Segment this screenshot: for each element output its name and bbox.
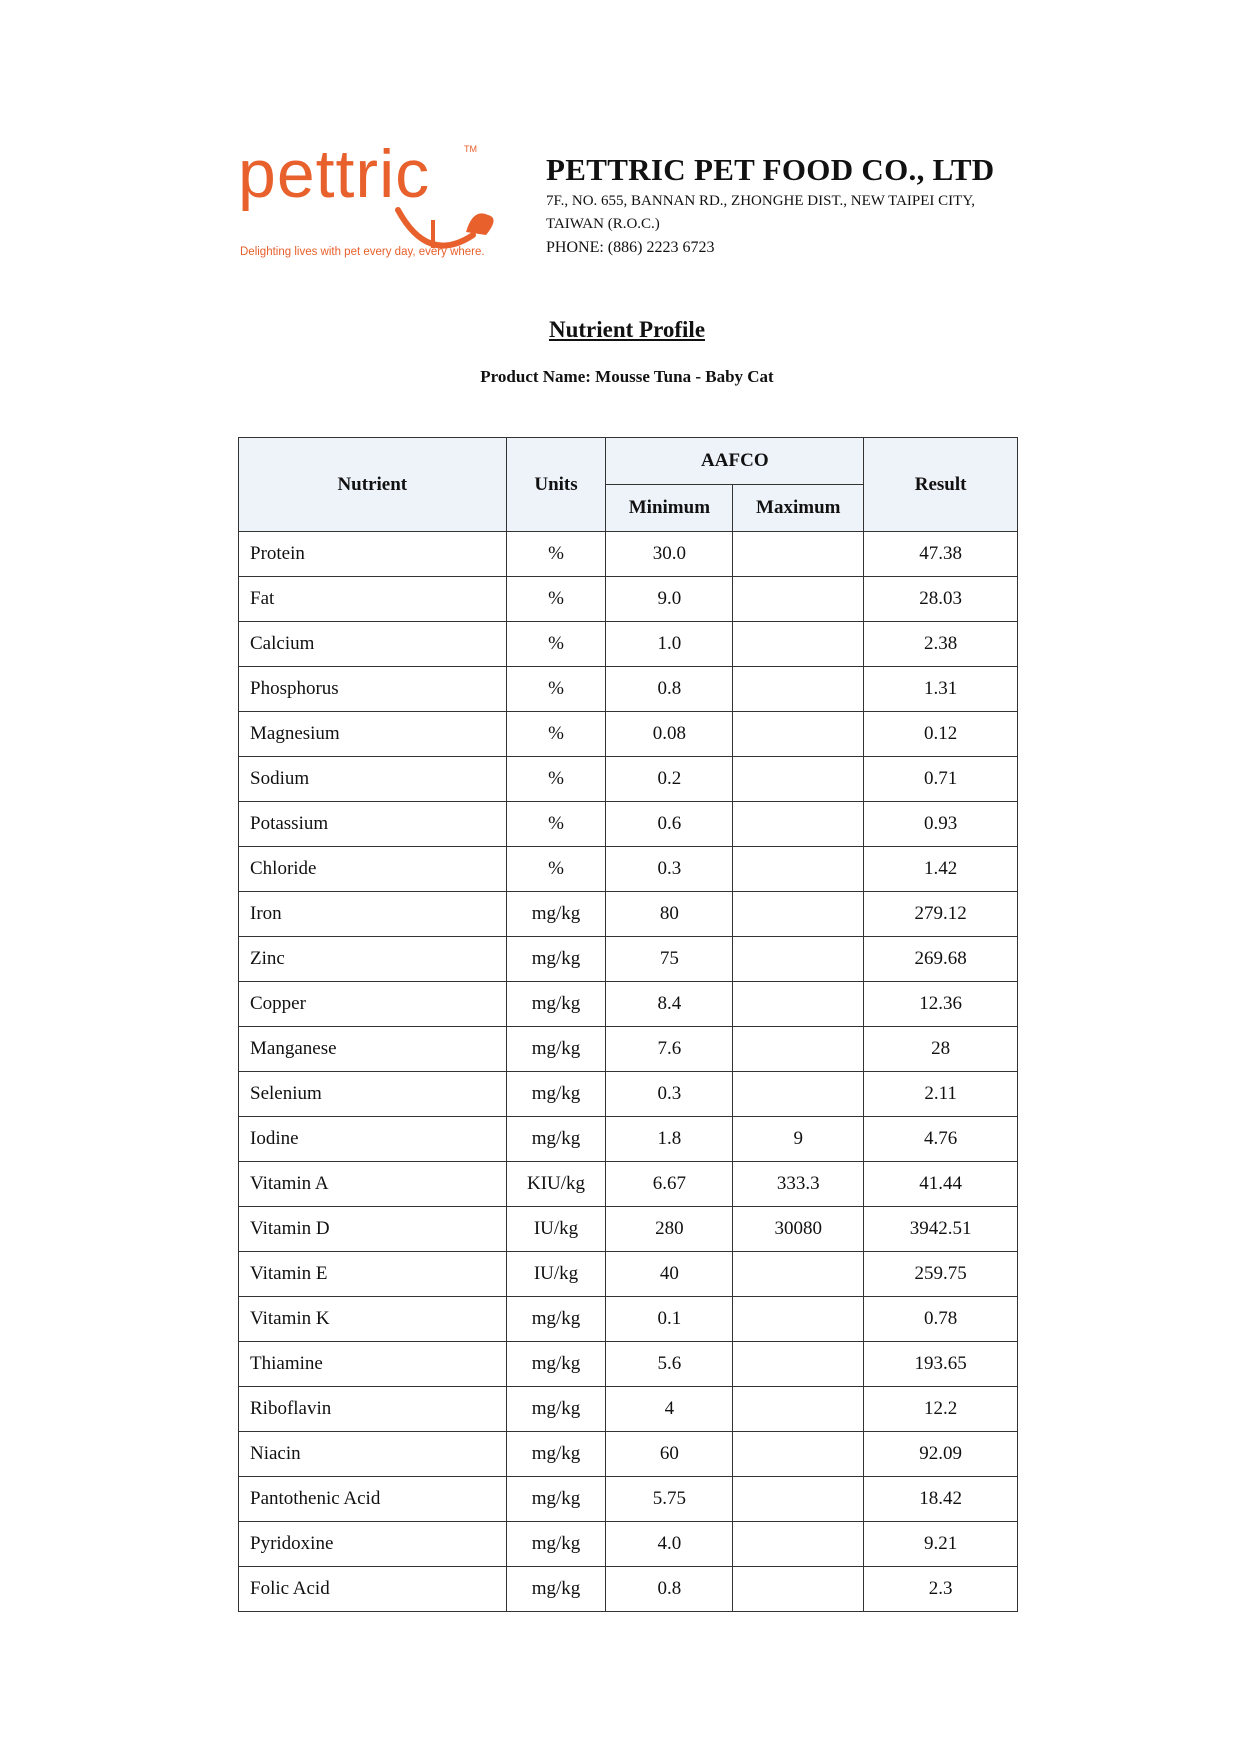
aafco-maximum: [733, 667, 864, 712]
nutrient-name: Chloride: [239, 847, 507, 892]
aafco-minimum: 0.3: [606, 847, 733, 892]
aafco-maximum: [733, 892, 864, 937]
result: 28.03: [864, 577, 1018, 622]
aafco-minimum: 8.4: [606, 982, 733, 1027]
result: 259.75: [864, 1252, 1018, 1297]
result: 92.09: [864, 1432, 1018, 1477]
result: 1.42: [864, 847, 1018, 892]
logo-wordmark: pettric: [238, 136, 431, 212]
aafco-maximum: [733, 577, 864, 622]
aafco-maximum: [733, 1342, 864, 1387]
units: mg/kg: [506, 1432, 606, 1477]
table-row: [239, 1432, 1018, 1477]
aafco-maximum: [733, 937, 864, 982]
table-row: [239, 802, 1018, 847]
result: 1.31: [864, 667, 1018, 712]
result: 41.44: [864, 1162, 1018, 1207]
table-row: [239, 1162, 1018, 1207]
result: 3942.51: [864, 1207, 1018, 1252]
nutrient-name: Vitamin E: [239, 1252, 507, 1297]
table-row: [239, 847, 1018, 892]
table-row: [239, 1207, 1018, 1252]
nutrient-name: Iodine: [239, 1117, 507, 1162]
result: 2.11: [864, 1072, 1018, 1117]
units: mg/kg: [506, 1522, 606, 1567]
company-address-line1: 7F., NO. 655, BANNAN RD., ZHONGHE DIST., NEW TAIPEI CITY,: [546, 193, 975, 209]
aafco-maximum: [733, 1072, 864, 1117]
result: 28: [864, 1027, 1018, 1072]
result: 0.78: [864, 1297, 1018, 1342]
nutrient-name: Phosphorus: [239, 667, 507, 712]
aafco-minimum: 0.6: [606, 802, 733, 847]
company-address-line2: TAIWAN (R.O.C.): [546, 216, 660, 232]
aafco-minimum: 7.6: [606, 1027, 733, 1072]
aafco-minimum: 0.8: [606, 1567, 733, 1612]
header-nutrient: Nutrient: [239, 438, 507, 532]
aafco-minimum: 0.8: [606, 667, 733, 712]
aafco-maximum: [733, 1027, 864, 1072]
units: %: [506, 847, 606, 892]
aafco-maximum: [733, 622, 864, 667]
nutrient-name: Riboflavin: [239, 1387, 507, 1432]
result: 0.12: [864, 712, 1018, 757]
units: mg/kg: [506, 1342, 606, 1387]
aafco-maximum: [733, 712, 864, 757]
aafco-minimum: 30.0: [606, 532, 733, 577]
units: KIU/kg: [506, 1162, 606, 1207]
aafco-maximum: [733, 1567, 864, 1612]
aafco-minimum: 1.8: [606, 1117, 733, 1162]
aafco-minimum: 75: [606, 937, 733, 982]
aafco-maximum: [733, 982, 864, 1027]
aafco-minimum: 5.75: [606, 1477, 733, 1522]
aafco-maximum: [733, 847, 864, 892]
nutrient-name: Niacin: [239, 1432, 507, 1477]
aafco-maximum: [733, 1297, 864, 1342]
table-row: [239, 757, 1018, 802]
aafco-maximum: 333.3: [733, 1162, 864, 1207]
result: 9.21: [864, 1522, 1018, 1567]
aafco-minimum: 80: [606, 892, 733, 937]
aafco-minimum: 0.2: [606, 757, 733, 802]
aafco-maximum: [733, 532, 864, 577]
nutrient-name: Pantothenic Acid: [239, 1477, 507, 1522]
nutrient-name: Potassium: [239, 802, 507, 847]
table-row: [239, 622, 1018, 667]
aafco-maximum: [733, 1432, 864, 1477]
table-row: [239, 532, 1018, 577]
aafco-minimum: 280: [606, 1207, 733, 1252]
header-result: Result: [864, 438, 1018, 532]
result: 269.68: [864, 937, 1018, 982]
document-title: Nutrient Profile: [548, 317, 706, 342]
logo-tagline: Delighting lives with pet every day, every where.: [240, 246, 485, 258]
aafco-maximum: [733, 802, 864, 847]
units: IU/kg: [506, 1207, 606, 1252]
units: %: [506, 667, 606, 712]
aafco-minimum: 60: [606, 1432, 733, 1477]
result: 0.93: [864, 802, 1018, 847]
table-row: [239, 577, 1018, 622]
result: 2.38: [864, 622, 1018, 667]
header-maximum: Maximum: [733, 485, 864, 532]
units: %: [506, 577, 606, 622]
table-row: [239, 937, 1018, 982]
nutrient-name: Selenium: [239, 1072, 507, 1117]
units: %: [506, 757, 606, 802]
table-row: [239, 1072, 1018, 1117]
units: %: [506, 622, 606, 667]
nutrient-name: Iron: [239, 892, 507, 937]
aafco-maximum: [733, 1522, 864, 1567]
aafco-minimum: 0.08: [606, 712, 733, 757]
units: %: [506, 712, 606, 757]
table-row: [239, 712, 1018, 757]
product-name: Product Name: Mousse Tuna - Baby Cat: [480, 367, 774, 386]
result: 18.42: [864, 1477, 1018, 1522]
nutrient-name: Thiamine: [239, 1342, 507, 1387]
units: mg/kg: [506, 892, 606, 937]
result: 12.2: [864, 1387, 1018, 1432]
result: 193.65: [864, 1342, 1018, 1387]
aafco-minimum: 9.0: [606, 577, 733, 622]
nutrient-name: Zinc: [239, 937, 507, 982]
units: mg/kg: [506, 937, 606, 982]
aafco-maximum: [733, 1252, 864, 1297]
nutrient-name: Copper: [239, 982, 507, 1027]
nutrient-name: Magnesium: [239, 712, 507, 757]
nutrient-name: Sodium: [239, 757, 507, 802]
nutrient-name: Vitamin D: [239, 1207, 507, 1252]
units: mg/kg: [506, 1297, 606, 1342]
units: mg/kg: [506, 982, 606, 1027]
table-row: [239, 982, 1018, 1027]
result: 2.3: [864, 1567, 1018, 1612]
aafco-minimum: 6.67: [606, 1162, 733, 1207]
aafco-minimum: 1.0: [606, 622, 733, 667]
aafco-maximum: 9: [733, 1117, 864, 1162]
nutrient-name: Calcium: [239, 622, 507, 667]
units: mg/kg: [506, 1387, 606, 1432]
nutrient-name: Vitamin K: [239, 1297, 507, 1342]
aafco-maximum: [733, 757, 864, 802]
company-name: PETTRIC PET FOOD CO., LTD: [546, 152, 995, 187]
nutrient-name: Protein: [239, 532, 507, 577]
nutrient-name: Manganese: [239, 1027, 507, 1072]
units: %: [506, 532, 606, 577]
units: mg/kg: [506, 1072, 606, 1117]
table-row: [239, 1117, 1018, 1162]
table-row: [239, 1522, 1018, 1567]
header-minimum: Minimum: [606, 485, 733, 532]
company-phone: PHONE: (886) 2223 6723: [546, 239, 715, 256]
table-row: [239, 1567, 1018, 1612]
table-row: [239, 1342, 1018, 1387]
nutrient-table: [238, 437, 1018, 1612]
units: IU/kg: [506, 1252, 606, 1297]
table-row: [239, 1027, 1018, 1072]
aafco-minimum: 4.0: [606, 1522, 733, 1567]
table-row: [239, 1477, 1018, 1522]
nutrient-name: Folic Acid: [239, 1567, 507, 1612]
aafco-minimum: 0.3: [606, 1072, 733, 1117]
aafco-minimum: 0.1: [606, 1297, 733, 1342]
table-row: [239, 1387, 1018, 1432]
aafco-maximum: [733, 1387, 864, 1432]
table-row: [239, 1252, 1018, 1297]
units: mg/kg: [506, 1117, 606, 1162]
units: mg/kg: [506, 1567, 606, 1612]
units: %: [506, 802, 606, 847]
logo-smile-icon: [388, 190, 508, 270]
aafco-minimum: 5.6: [606, 1342, 733, 1387]
trademark-mark: TM: [464, 144, 477, 154]
nutrient-name: Fat: [239, 577, 507, 622]
aafco-maximum: [733, 1477, 864, 1522]
table-row: [239, 1297, 1018, 1342]
aafco-minimum: 4: [606, 1387, 733, 1432]
result: 279.12: [864, 892, 1018, 937]
result: 12.36: [864, 982, 1018, 1027]
result: 0.71: [864, 757, 1018, 802]
aafco-maximum: 30080: [733, 1207, 864, 1252]
nutrient-name: Pyridoxine: [239, 1522, 507, 1567]
result: 47.38: [864, 532, 1018, 577]
nutrient-name: Vitamin A: [239, 1162, 507, 1207]
units: mg/kg: [506, 1477, 606, 1522]
units: mg/kg: [506, 1027, 606, 1072]
aafco-minimum: 40: [606, 1252, 733, 1297]
table-row: [239, 892, 1018, 937]
header-aafco: AAFCO: [606, 438, 864, 485]
result: 4.76: [864, 1117, 1018, 1162]
table-row: [239, 667, 1018, 712]
header-units: Units: [506, 438, 606, 532]
